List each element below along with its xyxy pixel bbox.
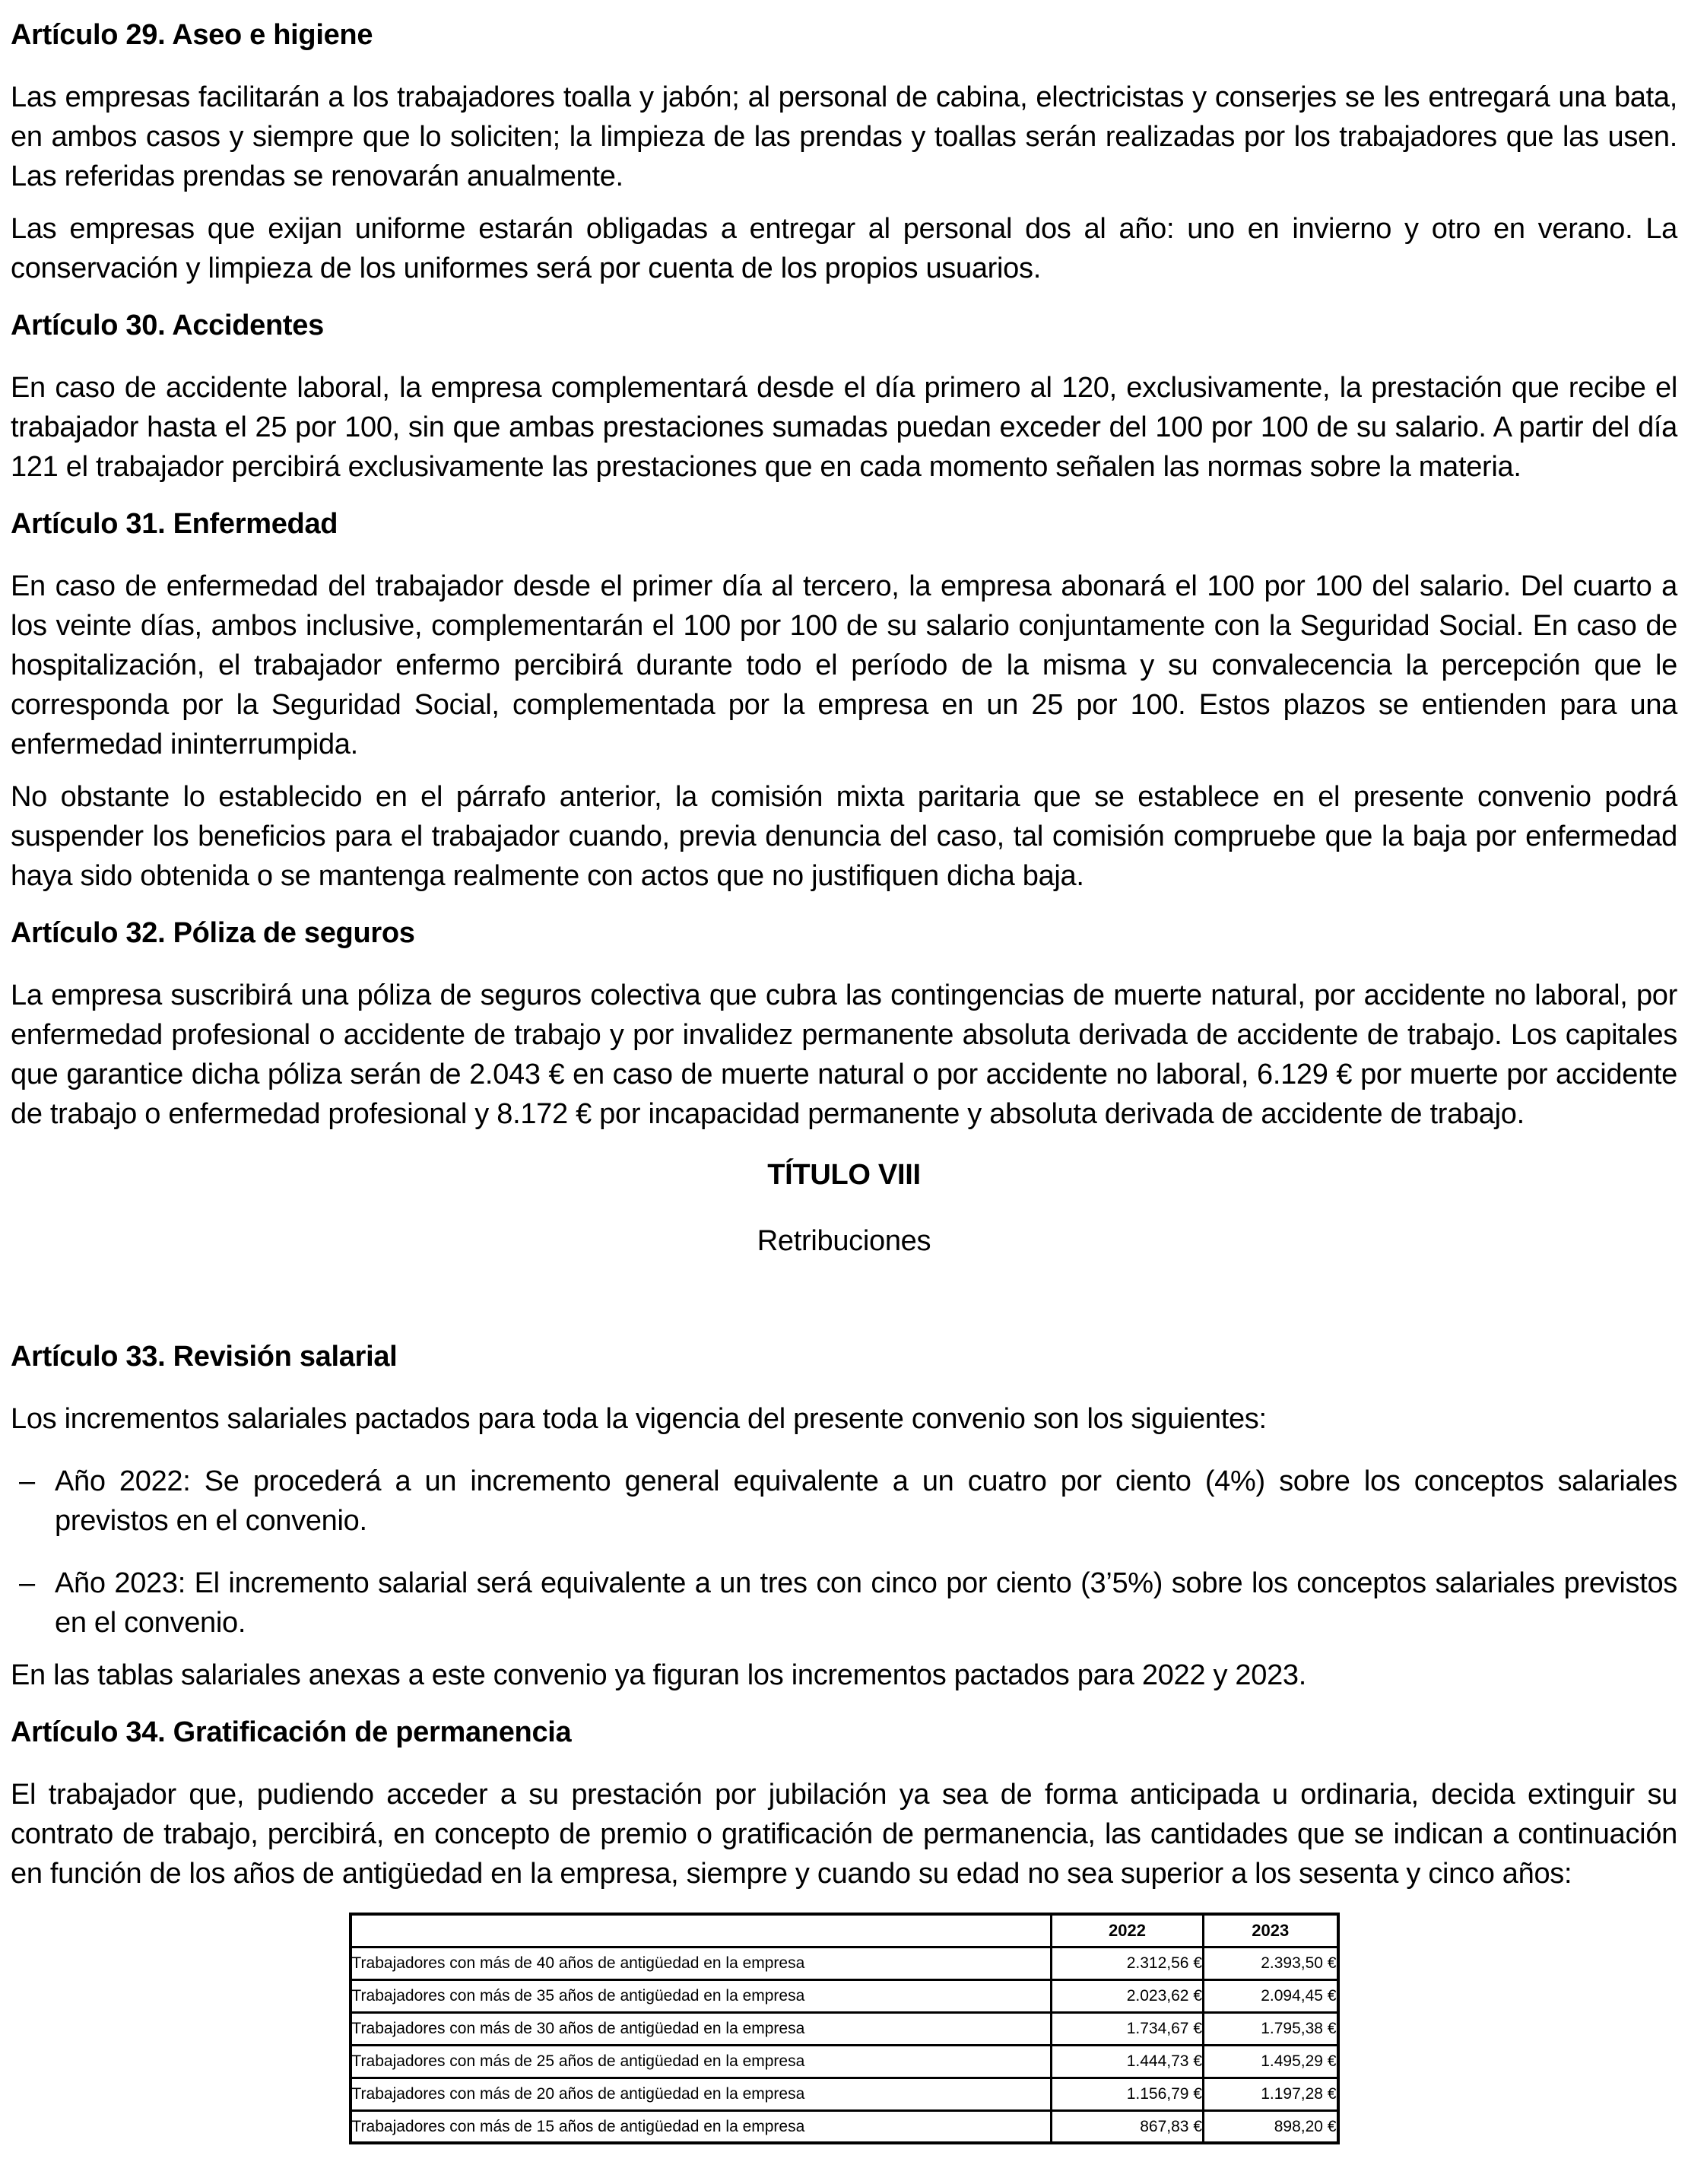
list-item-year-2022-text: Año 2022: Se procederá a un incremento general equivalente a un cuatro por ciento (4%) sobre los conceptos salariales previstos en el convenio.: [55, 1465, 1677, 1537]
seniority-gratification-table: [349, 1913, 1340, 2144]
value-2023-cell: 1.495,29 €: [1204, 2045, 1338, 2078]
list-item-year-2023: [11, 1563, 1677, 1643]
table-row: [351, 1979, 1338, 2012]
article-30-heading: Artículo 30. Accidentes: [11, 310, 324, 341]
value-2022-cell: 2.312,56 €: [1052, 1947, 1204, 1979]
row-label-cell: Trabajadores con más de 25 años de antigüedad en la empresa: [351, 2045, 1052, 2078]
dash-marker: –: [19, 1465, 35, 1497]
article-31-paragraph-2: No obstante lo establecido en el párrafo anterior, la comisión mixta paritaria que se establece en el presente convenio podrá suspender los beneficios para el trabajador cuando, previa denuncia del caso, tal comisión compruebe que la baja por enfermedad haya sido obtenida o se mantenga realmente con actos que no justifiquen dicha baja.: [11, 781, 1677, 892]
article-34-heading: Artículo 34. Gratificación de permanencia: [11, 1716, 572, 1748]
row-label-cell: Trabajadores con más de 15 años de antigüedad en la empresa: [351, 2110, 1052, 2143]
table-row: [351, 2078, 1338, 2110]
header-empty-cell: [351, 1914, 1052, 1947]
title-viii-heading: TÍTULO VIII: [767, 1159, 921, 1191]
value-2022-cell: 867,83 €: [1052, 2110, 1204, 2143]
row-label-cell: Trabajadores con más de 20 años de antigüedad en la empresa: [351, 2078, 1052, 2110]
article-31-heading: Artículo 31. Enfermedad: [11, 508, 338, 540]
header-2022-cell: 2022: [1052, 1914, 1204, 1947]
value-2023-cell: 898,20 €: [1204, 2110, 1338, 2143]
row-label-cell: Trabajadores con más de 30 años de antigüedad en la empresa: [351, 2012, 1052, 2045]
row-label-cell: Trabajadores con más de 40 años de antigüedad en la empresa: [351, 1947, 1052, 1979]
article-29-heading: Artículo 29. Aseo e higiene: [11, 19, 373, 51]
row-label-cell: Trabajadores con más de 35 años de antigüedad en la empresa: [351, 1979, 1052, 2012]
header-2023-cell: 2023: [1204, 1914, 1338, 1947]
dash-marker: –: [19, 1567, 35, 1599]
table-row: [351, 1947, 1338, 1979]
value-2022-cell: 1.156,79 €: [1052, 2078, 1204, 2110]
article-29-paragraph-2: Las empresas que exijan uniforme estarán obligadas a entregar al personal dos al año: uno en invierno y otro en verano. La conservación y limpieza de los uniformes será por cuenta de los propios usuarios.: [11, 213, 1677, 284]
article-30-paragraph-1: En caso de accidente laboral, la empresa complementará desde el día primero al 120, exclusivamente, la prestación que recibe el trabajador hasta el 25 por 100, sin que ambas prestaciones sumadas puedan exceder del 100 por 100 de su salario. A partir del día 121 el trabajador percibirá exclusivamente las prestaciones que en cada momento señalen las normas sobre la materia.: [11, 372, 1677, 483]
list-item-year-2023-text: Año 2023: El incremento salarial será equivalente a un tres con cinco por ciento (3’5%) sobre los conceptos salariales previstos en el convenio.: [55, 1567, 1677, 1639]
table-row: [351, 2110, 1338, 2143]
article-33-intro: Los incrementos salariales pactados para toda la vigencia del presente convenio son los siguientes:: [11, 1403, 1267, 1435]
value-2022-cell: 1.444,73 €: [1052, 2045, 1204, 2078]
article-33-heading: Artículo 33. Revisión salarial: [11, 1341, 398, 1373]
article-32-paragraph-1: La empresa suscribirá una póliza de seguros colectiva que cubra las contingencias de muerte natural, por accidente no laboral, por enfermedad profesional o accidente de trabajo y por invalidez permanente absoluta derivada de accidente de trabajo. Los capitales que garantice dicha póliza serán de 2.043 € en caso de muerte natural o por accidente no laboral, 6.129 € por muerte por accidente de trabajo o enfermedad profesional y 8.172 € por incapacidad permanente y absoluta derivada de accidente de trabajo.: [11, 979, 1677, 1130]
value-2022-cell: 1.734,67 €: [1052, 2012, 1204, 2045]
value-2023-cell: 1.795,38 €: [1204, 2012, 1338, 2045]
article-32-heading: Artículo 32. Póliza de seguros: [11, 917, 415, 949]
article-29-paragraph-1: Las empresas facilitarán a los trabajadores toalla y jabón; al personal de cabina, electricistas y conserjes se les entregará una bata, en ambos casos y siempre que lo soliciten; la limpieza de las prendas y toallas serán realizadas por los trabajadores que las usen. Las referidas prendas se renovarán anualmente.: [11, 81, 1677, 192]
value-2022-cell: 2.023,62 €: [1052, 1979, 1204, 2012]
value-2023-cell: 1.197,28 €: [1204, 2078, 1338, 2110]
table-row: [351, 2012, 1338, 2045]
table-header-row: [351, 1914, 1338, 1947]
article-34-paragraph-1: El trabajador que, pudiendo acceder a su prestación por jubilación ya sea de forma anticipada u ordinaria, decida extinguir su contrato de trabajo, percibirá, en concepto de premio o gratificación de permanencia, las cantidades que se indican a continuación en función de los años de antigüedad en la empresa, siempre y cuando su edad no sea superior a los sesenta y cinco años:: [11, 1779, 1677, 1890]
title-viii-subtitle: Retribuciones: [757, 1225, 931, 1257]
value-2023-cell: 2.094,45 €: [1204, 1979, 1338, 2012]
article-31-paragraph-1: En caso de enfermedad del trabajador desde el primer día al tercero, la empresa abonará el 100 por 100 del salario. Del cuarto a los veinte días, ambos inclusive, complementarán el 100 por 100 de su salario conjuntamente con la Seguridad Social. En caso de hospitalización, el trabajador enfermo percibirá durante todo el período de la misma y su convalecencia la percepción que le corresponda por la Seguridad Social, complementada por la empresa en un 25 por 100. Estos plazos se entienden para una enfermedad ininterrumpida.: [11, 570, 1677, 760]
value-2023-cell: 2.393,50 €: [1204, 1947, 1338, 1979]
article-33-closing: En las tablas salariales anexas a este convenio ya figuran los incrementos pactados para 2022 y 2023.: [11, 1659, 1306, 1691]
table-row: [351, 2045, 1338, 2078]
list-item-year-2022: [11, 1462, 1677, 1541]
